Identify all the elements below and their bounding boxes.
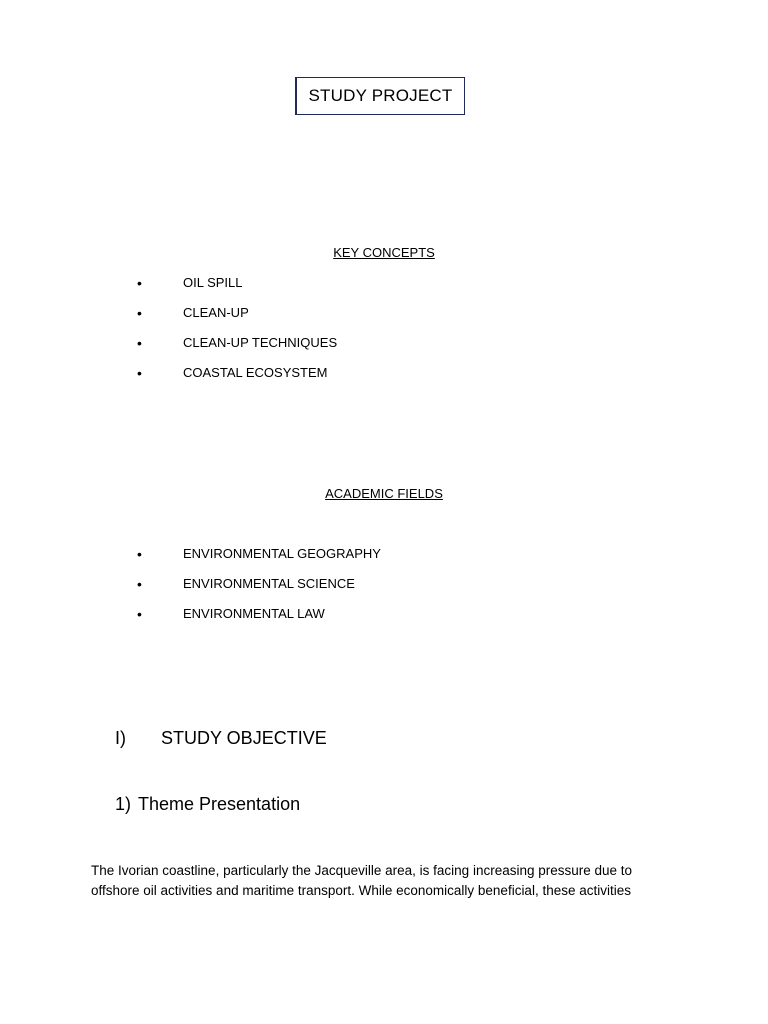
list-item-label: ENVIRONMENTAL SCIENCE [183, 576, 355, 591]
paragraph-line: offshore oil activities and maritime transport. While economically beneficial, these activities [91, 883, 631, 898]
subsection-number: 1) [115, 794, 132, 814]
key-concepts-heading: KEY CONCEPTS [333, 245, 435, 260]
list-item-label: COASTAL ECOSYSTEM [183, 365, 328, 380]
list-item-label: OIL SPILL [183, 275, 243, 290]
list-item-label: ENVIRONMENTAL LAW [183, 606, 325, 621]
bullet-icon: • [137, 365, 142, 381]
subsection-title: Theme Presentation [138, 794, 301, 814]
bullet-icon: • [137, 546, 142, 562]
document-title: STUDY PROJECT [308, 86, 453, 105]
academic-fields-heading: ACADEMIC FIELDS [325, 486, 443, 501]
bullet-icon: • [137, 275, 142, 291]
bullet-icon: • [137, 576, 142, 592]
list-item-label: CLEAN-UP TECHNIQUES [183, 335, 338, 350]
section-title: STUDY OBJECTIVE [161, 728, 327, 748]
list-item-label: ENVIRONMENTAL GEOGRAPHY [183, 546, 381, 561]
document-title-box [295, 77, 465, 115]
bullet-icon: • [137, 606, 142, 622]
bullet-icon: • [137, 335, 142, 351]
body-paragraph [91, 861, 691, 901]
list-item-label: CLEAN-UP [183, 305, 249, 320]
section-number: I) [115, 728, 126, 748]
paragraph-line: The Ivorian coastline, particularly the Jacqueville area, is facing increasing pressure due to [91, 863, 633, 878]
bullet-icon: • [137, 305, 142, 321]
